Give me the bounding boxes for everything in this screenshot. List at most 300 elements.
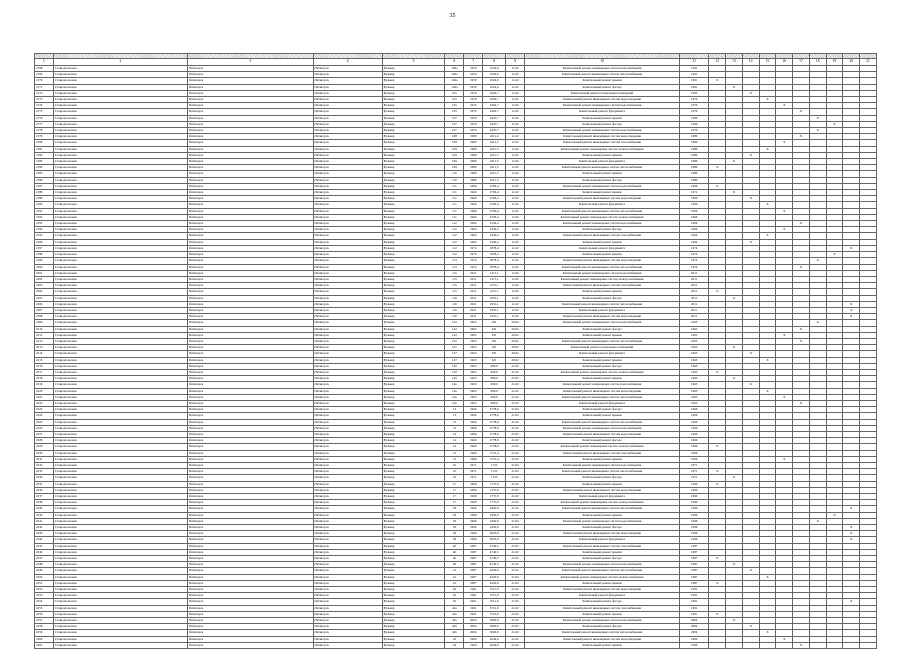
mark-cell: X — [709, 481, 726, 487]
code-cell: 11.02 — [506, 221, 525, 227]
house-cell: 42б — [445, 624, 464, 630]
year-cell: 1963 — [464, 369, 483, 375]
row-number-cell: 2186 — [35, 177, 54, 183]
work-cell: Капитальный ремонт инженерных систем электроснабжения — [525, 574, 680, 580]
street-cell: Бульвар — [382, 394, 445, 400]
region-cell: Ставропольская — [53, 630, 187, 636]
settlement-cell: Пятигорск — [187, 214, 313, 220]
house-cell: 110 — [445, 171, 464, 177]
mark-cell: X — [843, 245, 860, 251]
work-cell: Капитальный ремонт инженерных систем газоснабжения — [525, 283, 680, 289]
area-cell: 600,0 — [483, 363, 506, 369]
town-cell: Пятигорск — [313, 97, 382, 103]
house-cell: 12в — [445, 382, 464, 388]
row-number-cell: 2182 — [35, 152, 54, 158]
mark-cell: X — [776, 227, 793, 233]
area-cell: 2211,5 — [483, 159, 506, 165]
mark-cell: X — [709, 183, 726, 189]
region-cell: Ставропольская — [53, 196, 187, 202]
row-number-cell: 2212 — [35, 338, 54, 344]
plan-year-cell: 1971 — [680, 463, 709, 469]
settlement-cell: Пятигорск — [187, 146, 313, 152]
area-cell: 631 — [483, 320, 506, 326]
mark-cell: X — [793, 221, 810, 227]
house-cell: 40 — [445, 543, 464, 549]
street-cell: Бульвар — [382, 369, 445, 375]
street-cell: Бульвар — [382, 338, 445, 344]
region-cell: Ставропольская — [53, 332, 187, 338]
region-cell: Ставропольская — [53, 537, 187, 543]
region-cell: Ставропольская — [53, 444, 187, 450]
year-cell: 2011 — [464, 270, 483, 276]
town-cell: Пятигорск — [313, 630, 382, 636]
year-cell: 1966 — [464, 214, 483, 220]
code-cell: 21.02 — [506, 450, 525, 456]
house-cell: 104а — [445, 84, 464, 90]
street-cell: Бульвар — [382, 425, 445, 431]
plan-year-cell: 1960 — [680, 642, 709, 648]
code-cell: 21.02 — [506, 531, 525, 537]
year-cell: 2004 — [464, 618, 483, 624]
mark-cell: X — [742, 152, 759, 158]
settlement-cell: Пятигорск — [187, 506, 313, 512]
town-cell: Пятигорск — [313, 115, 382, 121]
area-cell: 2447,7 — [483, 128, 506, 134]
code-cell: 11.02 — [506, 270, 525, 276]
settlement-cell: Пятигорск — [187, 456, 313, 462]
region-cell: Ставропольская — [53, 400, 187, 406]
street-cell: Бульвар — [382, 469, 445, 475]
plan-year-cell: 1979 — [680, 128, 709, 134]
house-cell: 127 — [445, 345, 464, 351]
region-cell: Ставропольская — [53, 487, 187, 493]
mark-cell: X — [742, 568, 759, 574]
settlement-cell: Пятигорск — [187, 500, 313, 506]
region-cell: Ставропольская — [53, 574, 187, 580]
house-cell: 41 — [445, 574, 464, 580]
row-number-cell: 2181 — [35, 146, 54, 152]
town-cell: Пятигорск — [313, 270, 382, 276]
work-cell: Капитальный ремонт инженерных систем газоснабжения — [525, 450, 680, 456]
house-cell: 15 — [445, 456, 464, 462]
column-header: 19 — [826, 59, 843, 66]
street-cell: Бульвар — [382, 531, 445, 537]
work-cell: Капитальный ремонт инженерных систем газоснабжения — [525, 605, 680, 611]
street-cell: Бульвар — [382, 245, 445, 251]
street-cell: Бульвар — [382, 128, 445, 134]
area-cell: 1931,1 — [483, 295, 506, 301]
work-cell: Капитальный ремонт инженерных систем водоотведения — [525, 531, 680, 537]
house-cell: 16 — [445, 469, 464, 475]
settlement-cell: Пятигорск — [187, 599, 313, 605]
code-cell: 11.02 — [506, 239, 525, 245]
row-number-cell: 2170 — [35, 78, 54, 84]
town-cell: Пятигорск — [313, 171, 382, 177]
plan-year-cell: 2011 — [680, 289, 709, 295]
area-cell: 2402,7 — [483, 90, 506, 96]
code-cell: 21.02 — [506, 425, 525, 431]
plan-year-cell: 1966 — [680, 196, 709, 202]
street-cell: Бульвар — [382, 66, 445, 72]
area-cell: 2447,7 — [483, 115, 506, 121]
year-cell: 1966 — [464, 438, 483, 444]
street-cell: Бульвар — [382, 258, 445, 264]
settlement-cell: Пятигорск — [187, 574, 313, 580]
row-number-cell: 2233 — [35, 469, 54, 475]
street-cell: Бульвар — [382, 208, 445, 214]
column-header: 16 — [776, 59, 793, 66]
area-cell: 2342,2 — [483, 233, 506, 239]
town-cell: Пятигорск — [313, 66, 382, 72]
street-cell: Бульвар — [382, 438, 445, 444]
plan-year-cell: 1980 — [680, 177, 709, 183]
code-cell: 21.02 — [506, 456, 525, 462]
street-cell: Бульвар — [382, 140, 445, 146]
settlement-cell: Пятигорск — [187, 624, 313, 630]
row-number-cell: 2218 — [35, 376, 54, 382]
area-cell: 631 — [483, 345, 506, 351]
column-header: 21 — [860, 59, 877, 66]
house-cell: 42а — [445, 605, 464, 611]
row-number-cell: 2210 — [35, 326, 54, 332]
town-cell: Пятигорск — [313, 549, 382, 555]
year-cell: 1974 — [464, 252, 483, 258]
area-cell: 3721,0 — [483, 605, 506, 611]
mark-cell: X — [826, 121, 843, 127]
settlement-cell: Пятигорск — [187, 605, 313, 611]
row-number-cell: 2179 — [35, 134, 54, 140]
area-cell: 3600,0 — [483, 630, 506, 636]
work-cell: Капитальный ремонт крыши — [525, 611, 680, 617]
plan-year-cell: 1974 — [680, 245, 709, 251]
street-cell: Бульвар — [382, 376, 445, 382]
house-cell: 109 — [445, 159, 464, 165]
town-cell: Пятигорск — [313, 494, 382, 500]
settlement-cell: Пятигорск — [187, 159, 313, 165]
house-cell: 111 — [445, 190, 464, 196]
row-number-cell: 2229 — [35, 444, 54, 450]
work-cell: Капитальный ремонт инженерных систем теплоснабжения — [525, 208, 680, 214]
area-cell: 4740,5 — [483, 556, 506, 562]
work-cell: Капитальный ремонт инженерных систем теплоснабжения — [525, 419, 680, 425]
plan-year-cell: 1966 — [680, 456, 709, 462]
year-cell: 1987 — [464, 543, 483, 549]
house-cell: 113 — [445, 264, 464, 270]
house-cell: 112 — [445, 239, 464, 245]
settlement-cell: Пятигорск — [187, 562, 313, 568]
area-cell: 2450,0 — [483, 506, 506, 512]
plan-year-cell: 1964 — [680, 233, 709, 239]
region-cell: Ставропольская — [53, 463, 187, 469]
code-cell: 11.02 — [506, 103, 525, 109]
mark-cell: X — [742, 239, 759, 245]
row-number-cell: 2257 — [35, 618, 54, 624]
area-cell: 2706,4 — [483, 214, 506, 220]
street-cell: Бульвар — [382, 214, 445, 220]
code-cell: 21.02 — [506, 599, 525, 605]
row-number-cell: 2203 — [35, 283, 54, 289]
area-cell: 1721,4 — [483, 456, 506, 462]
region-cell: Ставропольская — [53, 531, 187, 537]
plan-year-cell: 1991 — [680, 605, 709, 611]
settlement-cell: Пятигорск — [187, 227, 313, 233]
plan-year-cell: 1966 — [680, 425, 709, 431]
region-cell: Ставропольская — [53, 307, 187, 313]
work-cell: Капитальный ремонт инженерных систем электроснабжения — [525, 369, 680, 375]
town-cell: Пятигорск — [313, 605, 382, 611]
plan-year-cell: 1996 — [680, 506, 709, 512]
region-cell: Ставропольская — [53, 481, 187, 487]
code-cell: 11.02 — [506, 233, 525, 239]
column-header: 8 — [483, 59, 506, 66]
plan-year-cell: 1990 — [680, 494, 709, 500]
town-cell: Пятигорск — [313, 332, 382, 338]
street-cell: Бульвар — [382, 431, 445, 437]
mark-cell: X — [826, 252, 843, 258]
town-cell: Пятигорск — [313, 469, 382, 475]
code-cell: 21.02 — [506, 400, 525, 406]
region-cell: Ставропольская — [53, 636, 187, 642]
region-cell: Ставропольская — [53, 599, 187, 605]
street-cell: Бульвар — [382, 115, 445, 121]
area-cell: 2402,7 — [483, 109, 506, 115]
code-cell: 21.02 — [506, 518, 525, 524]
street-cell: Бульвар — [382, 121, 445, 127]
code-cell: 21.02 — [506, 413, 525, 419]
town-cell: Пятигорск — [313, 500, 382, 506]
house-cell: 17 — [445, 481, 464, 487]
area-cell: 1024,6 — [483, 78, 506, 84]
street-cell: Бульвар — [382, 593, 445, 599]
mark-cell: X — [843, 307, 860, 313]
settlement-cell: Пятигорск — [187, 475, 313, 481]
work-cell: Капитальный ремонт подвальных помещений — [525, 90, 680, 96]
year-cell: 1987 — [464, 562, 483, 568]
code-cell: 20.02 — [506, 345, 525, 351]
town-cell: Пятигорск — [313, 506, 382, 512]
house-cell: 13 — [445, 413, 464, 419]
settlement-cell: Пятигорск — [187, 276, 313, 282]
code-cell: 11.02 — [506, 90, 525, 96]
house-cell: 105 — [445, 90, 464, 96]
town-cell: Пятигорск — [313, 134, 382, 140]
mark-cell — [759, 642, 776, 648]
region-cell: Ставропольская — [53, 66, 187, 72]
work-cell: Капитальный ремонт фасада — [525, 556, 680, 562]
row-number-cell: 2183 — [35, 159, 54, 165]
street-cell: Бульвар — [382, 345, 445, 351]
region-cell: Ставропольская — [53, 301, 187, 307]
house-cell: 42б — [445, 630, 464, 636]
settlement-cell: Пятигорск — [187, 208, 313, 214]
code-cell: 21.02 — [506, 394, 525, 400]
work-cell: Капитальный ремонт крыши — [525, 289, 680, 295]
street-cell: Бульвар — [382, 481, 445, 487]
settlement-cell: Пятигорск — [187, 543, 313, 549]
row-number-cell: 2189 — [35, 196, 54, 202]
row-number-cell: 2195 — [35, 233, 54, 239]
plan-year-cell: 2004 — [680, 630, 709, 636]
work-cell: Капитальный ремонт фасада — [525, 475, 680, 481]
mark-cell: X — [742, 90, 759, 96]
house-cell: 107 — [445, 121, 464, 127]
area-cell: 3711,0 — [483, 599, 506, 605]
area-cell: 1723 — [483, 475, 506, 481]
table-row — [35, 642, 877, 648]
area-cell: 631 — [483, 338, 506, 344]
plan-year-cell: 1996 — [680, 537, 709, 543]
settlement-cell: Пятигорск — [187, 84, 313, 90]
street-cell: Бульвар — [382, 543, 445, 549]
mark-cell: X — [776, 394, 793, 400]
settlement-cell: Пятигорск — [187, 630, 313, 636]
work-cell: Капитальный ремонт инженерных систем газоснабжения — [525, 233, 680, 239]
row-number-cell: 2188 — [35, 190, 54, 196]
street-cell: Бульвар — [382, 270, 445, 276]
region-cell: Ставропольская — [53, 177, 187, 183]
area-cell: 1737,0 — [483, 500, 506, 506]
region-cell: Ставропольская — [53, 283, 187, 289]
house-cell: 14 — [445, 438, 464, 444]
year-cell: 1987 — [464, 556, 483, 562]
year-cell: 1971 — [464, 469, 483, 475]
work-cell: Капитальный ремонт инженерных систем теплоснабжения — [525, 264, 680, 270]
work-cell: Капитальный ремонт фасада — [525, 407, 680, 413]
settlement-cell: Пятигорск — [187, 363, 313, 369]
town-cell: Пятигорск — [313, 636, 382, 642]
work-cell: Капитальный ремонт фундамента — [525, 159, 680, 165]
row-number-cell: 2260 — [35, 636, 54, 642]
settlement-cell: Пятигорск — [187, 128, 313, 134]
mark-cell: X — [759, 574, 776, 580]
settlement-cell: Пятигорск — [187, 97, 313, 103]
code-cell: 21.02 — [506, 506, 525, 512]
row-number-cell: 2211 — [35, 332, 54, 338]
house-cell: 12б — [445, 363, 464, 369]
mark-cell: X — [726, 190, 743, 196]
code-cell: 11.02 — [506, 283, 525, 289]
row-number-cell: 2190 — [35, 202, 54, 208]
street-cell: Бульвар — [382, 326, 445, 332]
town-cell: Пятигорск — [313, 289, 382, 295]
area-cell: 2706,4 — [483, 183, 506, 189]
town-cell: Пятигорск — [313, 376, 382, 382]
work-cell: Капитальный ремонт фундамента — [525, 400, 680, 406]
street-cell: Бульвар — [382, 605, 445, 611]
mark-cell: X — [793, 109, 810, 115]
column-header: 11 — [680, 59, 709, 66]
work-cell: Капитальный ремонт инженерных систем теплоснабжения — [525, 469, 680, 475]
town-cell: Пятигорск — [313, 214, 382, 220]
column-header: 10 — [525, 59, 680, 66]
code-cell: 21.02 — [506, 562, 525, 568]
row-number-cell: 2216 — [35, 363, 54, 369]
region-cell: Ставропольская — [53, 258, 187, 264]
town-cell: Пятигорск — [313, 196, 382, 202]
work-cell: Капитальный ремонт крыши — [525, 456, 680, 462]
street-cell: Бульвар — [382, 556, 445, 562]
year-cell: 1966 — [464, 431, 483, 437]
plan-year-cell: 2011 — [680, 276, 709, 282]
code-cell: 20.02 — [506, 338, 525, 344]
street-cell: Бульвар — [382, 413, 445, 419]
plan-year-cell: 1979 — [680, 103, 709, 109]
work-cell: Капитальный ремонт инженерных систем теплоснабжения — [525, 394, 680, 400]
mark-cell: X — [776, 332, 793, 338]
mark-cell: X — [843, 301, 860, 307]
work-cell: Капитальный ремонт инженерных систем электроснабжения — [525, 214, 680, 220]
region-cell: Ставропольская — [53, 264, 187, 270]
year-cell: 1980 — [464, 134, 483, 140]
work-cell: Капитальный ремонт крыши — [525, 171, 680, 177]
code-cell: 21.02 — [506, 642, 525, 648]
town-cell: Пятигорск — [313, 642, 382, 648]
plan-year-cell: 1987 — [680, 543, 709, 549]
year-cell: 1960 — [464, 636, 483, 642]
street-cell: Бульвар — [382, 549, 445, 555]
region-cell: Ставропольская — [53, 326, 187, 332]
area-cell: 2706,4 — [483, 202, 506, 208]
code-cell: 21.02 — [506, 369, 525, 375]
row-number-cell: 2196 — [35, 239, 54, 245]
region-cell: Ставропольская — [53, 72, 187, 78]
street-cell: Бульвар — [382, 487, 445, 493]
plan-year-cell: 1980 — [680, 134, 709, 140]
street-cell: Бульвар — [382, 494, 445, 500]
region-cell: Ставропольская — [53, 394, 187, 400]
town-cell: Пятигорск — [313, 140, 382, 146]
town-cell: Пятигорск — [313, 543, 382, 549]
area-cell: 2342,2 — [483, 239, 506, 245]
mark-cell: X — [809, 320, 826, 326]
work-cell: Капитальный ремонт крыши — [525, 376, 680, 382]
code-cell: 11.02 — [506, 183, 525, 189]
street-cell: Бульвар — [382, 109, 445, 115]
settlement-cell: Пятигорск — [187, 369, 313, 375]
code-cell: 21.02 — [506, 512, 525, 518]
area-cell: 2450,0 — [483, 512, 506, 518]
year-cell: 2011 — [464, 314, 483, 320]
house-cell: 12в — [445, 400, 464, 406]
year-cell: 1974 — [464, 245, 483, 251]
settlement-cell: Пятигорск — [187, 233, 313, 239]
town-cell: Пятигорск — [313, 227, 382, 233]
year-cell: 1966 — [464, 425, 483, 431]
mark-cell — [709, 642, 726, 648]
town-cell: Пятигорск — [313, 450, 382, 456]
code-cell: 21.02 — [506, 481, 525, 487]
town-cell: Пятигорск — [313, 556, 382, 562]
row-number-cell: 2242 — [35, 525, 54, 531]
town-cell: Пятигорск — [313, 599, 382, 605]
code-cell: 21.02 — [506, 568, 525, 574]
work-cell: Капитальный ремонт фасада — [525, 84, 680, 90]
street-cell: Бульвар — [382, 400, 445, 406]
mark-cell — [726, 642, 743, 648]
mark-cell: X — [793, 134, 810, 140]
code-cell: 21.02 — [506, 556, 525, 562]
year-cell: 1966 — [464, 450, 483, 456]
house-cell: 12б — [445, 376, 464, 382]
year-cell: 2011 — [464, 307, 483, 313]
row-number-cell: 2168 — [35, 66, 54, 72]
plan-year-cell: 1991 — [680, 84, 709, 90]
plan-year-cell: 1996 — [680, 531, 709, 537]
row-number-cell: 2232 — [35, 463, 54, 469]
year-cell: 1990 — [464, 494, 483, 500]
code-cell: 11.02 — [506, 295, 525, 301]
mark-cell: X — [726, 295, 743, 301]
